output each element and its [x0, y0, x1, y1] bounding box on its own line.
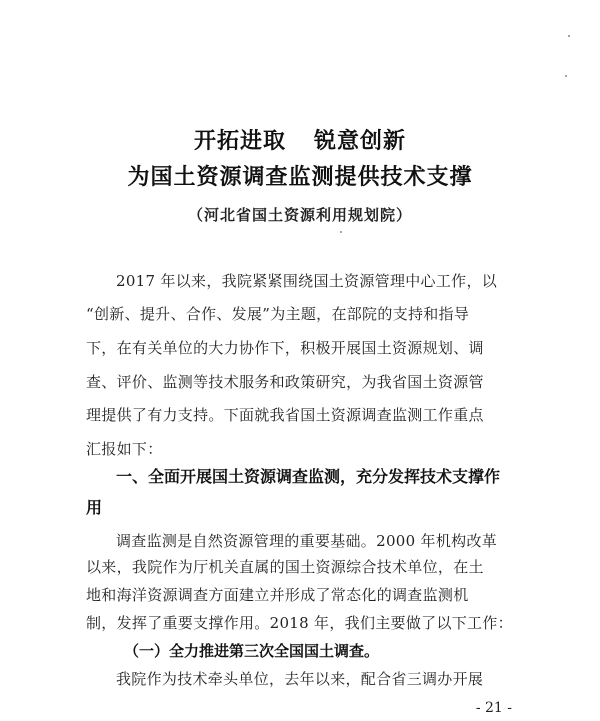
section-line: 地和海洋资源调查方面建立并形成了常态化的调查监测机	[86, 586, 469, 604]
organization-name: （河北省国土资源利用规划院）	[187, 206, 412, 224]
page-number: - 21 -	[475, 700, 512, 716]
title-part-b: 锐意创新	[314, 129, 407, 154]
intro-line: 下，在有关单位的大力协作下，积极开展国土资源规划、调	[86, 339, 484, 357]
title-line-2: 为国土资源调查监测提供技术支撑	[127, 165, 473, 190]
title-line-1	[0, 124, 600, 155]
scan-speck	[568, 35, 570, 37]
intro-line: 查、评价、监测等技术服务和政策研究，为我省国土资源管	[86, 373, 484, 391]
intro-line: “创新、提升、合作、发展”为主题，在部院的支持和指导	[86, 305, 470, 323]
title-part-a: 开拓进取	[193, 129, 286, 154]
scan-speck	[340, 231, 342, 233]
section-heading: 一、全面开展国土资源调查监测，充分发挥技术支撑作	[116, 467, 501, 486]
intro-line: 汇报如下：	[86, 440, 163, 458]
section-line: 调查监测是自然资源管理的重要基础。2000 年机构改革	[116, 532, 498, 550]
intro-line: 2017 年以来，我院紧紧围绕国土资源管理中心工作，以	[116, 272, 498, 290]
section-heading-cont: 用	[86, 498, 103, 517]
scan-speck	[565, 75, 567, 77]
intro-line: 理提供了有力支持。下面就我省国土资源调查监测工作重点	[86, 406, 484, 424]
section-line: 以来，我院作为厅机关直属的国土资源综合技术单位，在土	[86, 558, 484, 576]
subheading: （一）全力推进第三次全国国土调查。	[124, 642, 380, 660]
body-line: 我院作为技术牵头单位，去年以来，配合省三调办开展	[116, 670, 484, 688]
section-line: 制，发挥了重要支撑作用。2018 年，我们主要做了以下工作：	[86, 614, 513, 632]
